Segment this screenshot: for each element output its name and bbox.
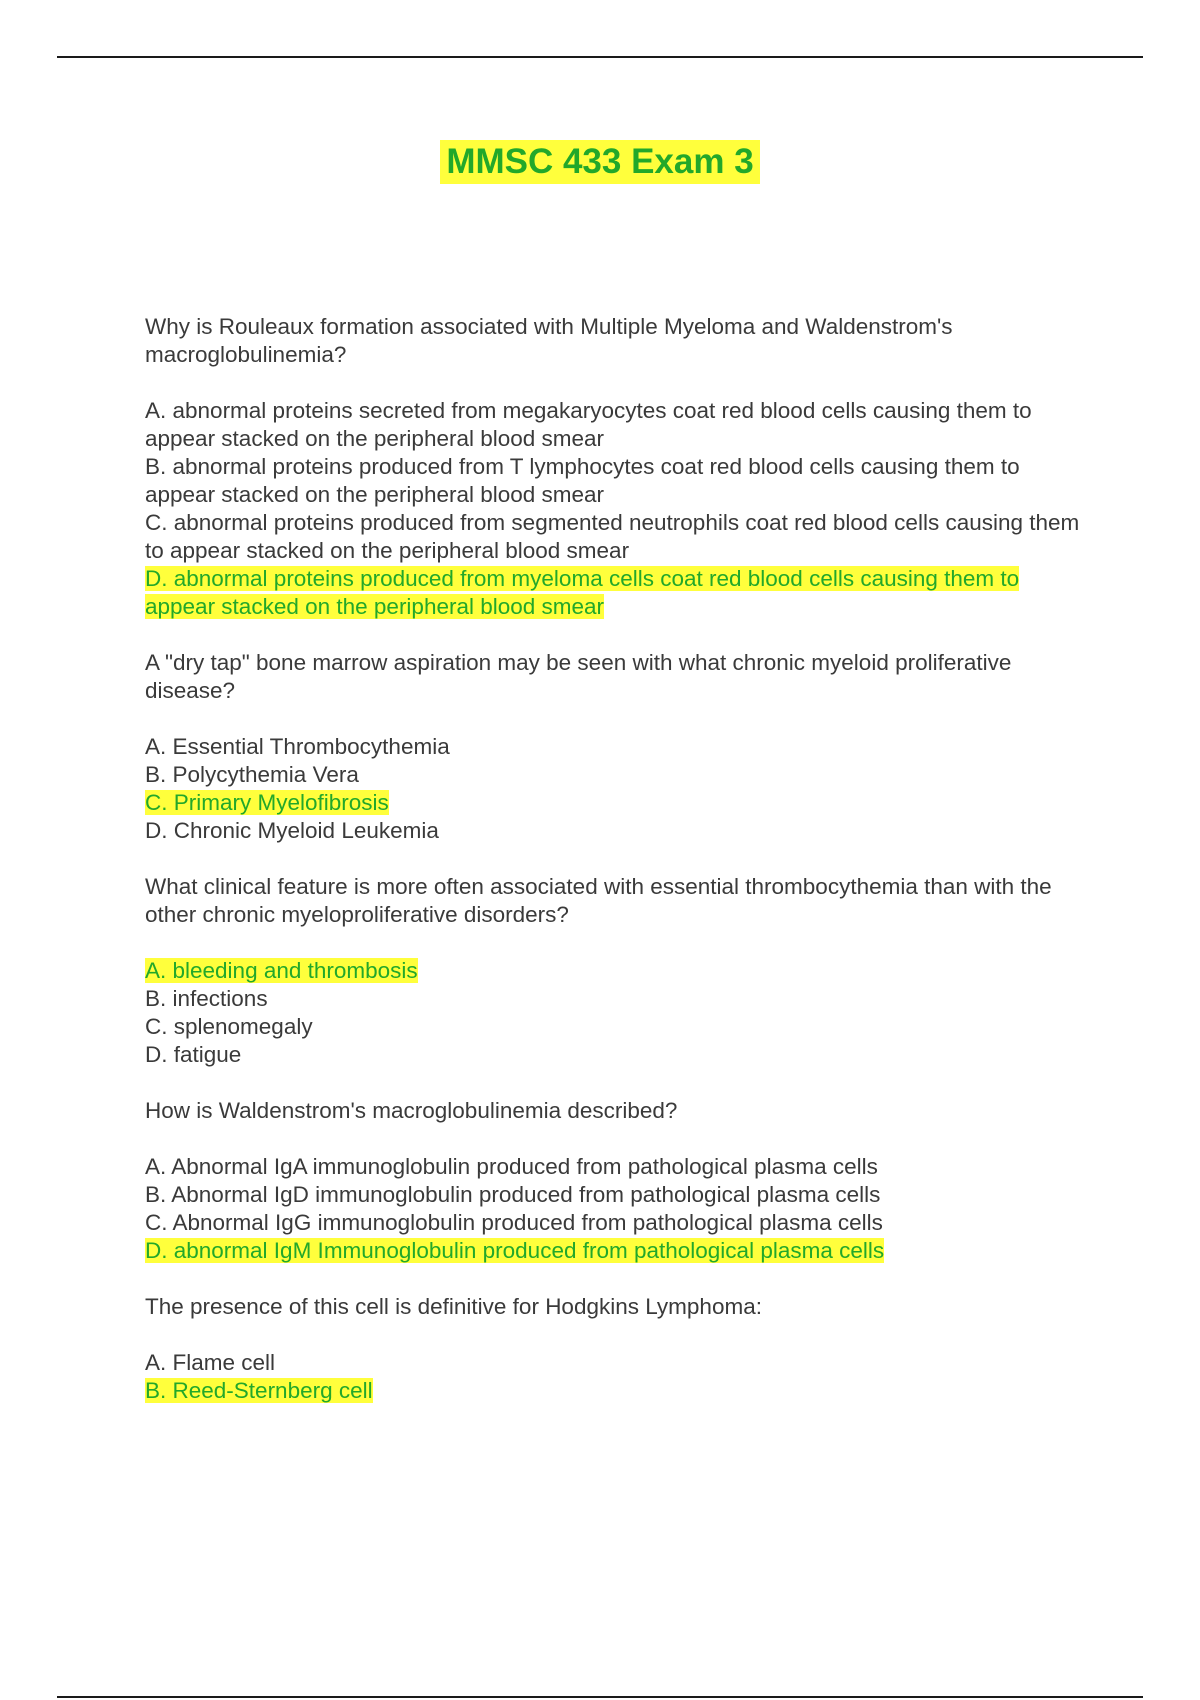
- question-stem: The presence of this cell is definitive for Hodgkins Lymphoma:: [145, 1294, 762, 1319]
- answer-options: [145, 733, 1095, 845]
- answer-text: A. Essential Thrombocythemia: [145, 734, 450, 759]
- question-stem: Why is Rouleaux formation associated with Multiple Myeloma and Waldenstrom's macroglobulinemia?: [145, 314, 953, 367]
- page-title: MMSC 433 Exam 3: [440, 140, 759, 184]
- correct-answer-highlight: D. abnormal proteins produced from myeloma cells coat red blood cells causing them to appear stacked on the peripheral blood smear: [145, 566, 1020, 619]
- answer-text: D. fatigue: [145, 1042, 242, 1067]
- question-stem: How is Waldenstrom's macroglobulinemia described?: [145, 1098, 678, 1123]
- bottom-rule: [57, 1696, 1143, 1698]
- correct-answer-highlight: B. Reed-Sternberg cell: [145, 1378, 373, 1403]
- answer-option-correct: [145, 1377, 1095, 1405]
- answer-option: [145, 985, 1095, 1013]
- answer-option: [145, 1153, 1095, 1181]
- question-4: [145, 1097, 1095, 1265]
- correct-answer-highlight: C. Primary Myelofibrosis: [145, 790, 389, 815]
- answer-option: [145, 1349, 1095, 1377]
- answer-text: C. abnormal proteins produced from segmented neutrophils coat red blood cells causing them to appear stacked on the peripheral blood smear: [145, 510, 1080, 563]
- question-1: [145, 313, 1095, 621]
- question-stem: A "dry tap" bone marrow aspiration may be seen with what chronic myeloid proliferative disease?: [145, 650, 1012, 703]
- answer-text: A. Flame cell: [145, 1350, 276, 1375]
- answer-option: [145, 1181, 1095, 1209]
- answer-text: B. infections: [145, 986, 268, 1011]
- correct-answer-highlight: A. bleeding and thrombosis: [145, 958, 418, 983]
- answer-text: B. Polycythemia Vera: [145, 762, 359, 787]
- answer-option-correct: [145, 1237, 1095, 1265]
- question-stem: What clinical feature is more often associated with essential thrombocythemia than with the other chronic myeloproliferative disorders?: [145, 874, 1052, 927]
- answer-option: [145, 733, 1095, 761]
- answer-option: [145, 1209, 1095, 1237]
- answer-option: [145, 1041, 1095, 1069]
- top-rule: [57, 56, 1143, 58]
- answer-text: C. splenomegaly: [145, 1014, 313, 1039]
- answer-options: [145, 957, 1095, 1069]
- correct-answer-highlight: D. abnormal IgM Immunoglobulin produced from pathological plasma cells: [145, 1238, 885, 1263]
- answer-option-correct: [145, 789, 1095, 817]
- answer-option: [145, 397, 1095, 453]
- answer-option-correct: [145, 957, 1095, 985]
- question-5: [145, 1293, 1095, 1405]
- answer-options: [145, 397, 1095, 621]
- answer-text: D. Chronic Myeloid Leukemia: [145, 818, 439, 843]
- answer-option: [145, 817, 1095, 845]
- question-2: [145, 649, 1095, 845]
- answer-options: [145, 1349, 1095, 1405]
- answer-option-correct: [145, 565, 1095, 621]
- answer-text: C. Abnormal IgG immunoglobulin produced from pathological plasma cells: [145, 1210, 883, 1235]
- title-block: [0, 140, 1200, 184]
- answer-text: A. Abnormal IgA immunoglobulin produced from pathological plasma cells: [145, 1154, 878, 1179]
- answer-option: [145, 1013, 1095, 1041]
- answer-text: B. Abnormal IgD immunoglobulin produced from pathological plasma cells: [145, 1182, 881, 1207]
- answer-option: [145, 509, 1095, 565]
- answer-text: A. abnormal proteins secreted from megakaryocytes coat red blood cells causing them to appear stacked on the peripheral blood smear: [145, 398, 1032, 451]
- question-3: [145, 873, 1095, 1069]
- answer-option: [145, 761, 1095, 789]
- answer-text: B. abnormal proteins produced from T lymphocytes coat red blood cells causing them to appear stacked on the peripheral blood smear: [145, 454, 1020, 507]
- answer-option: [145, 453, 1095, 509]
- question-list: [145, 313, 1095, 1433]
- answer-options: [145, 1153, 1095, 1265]
